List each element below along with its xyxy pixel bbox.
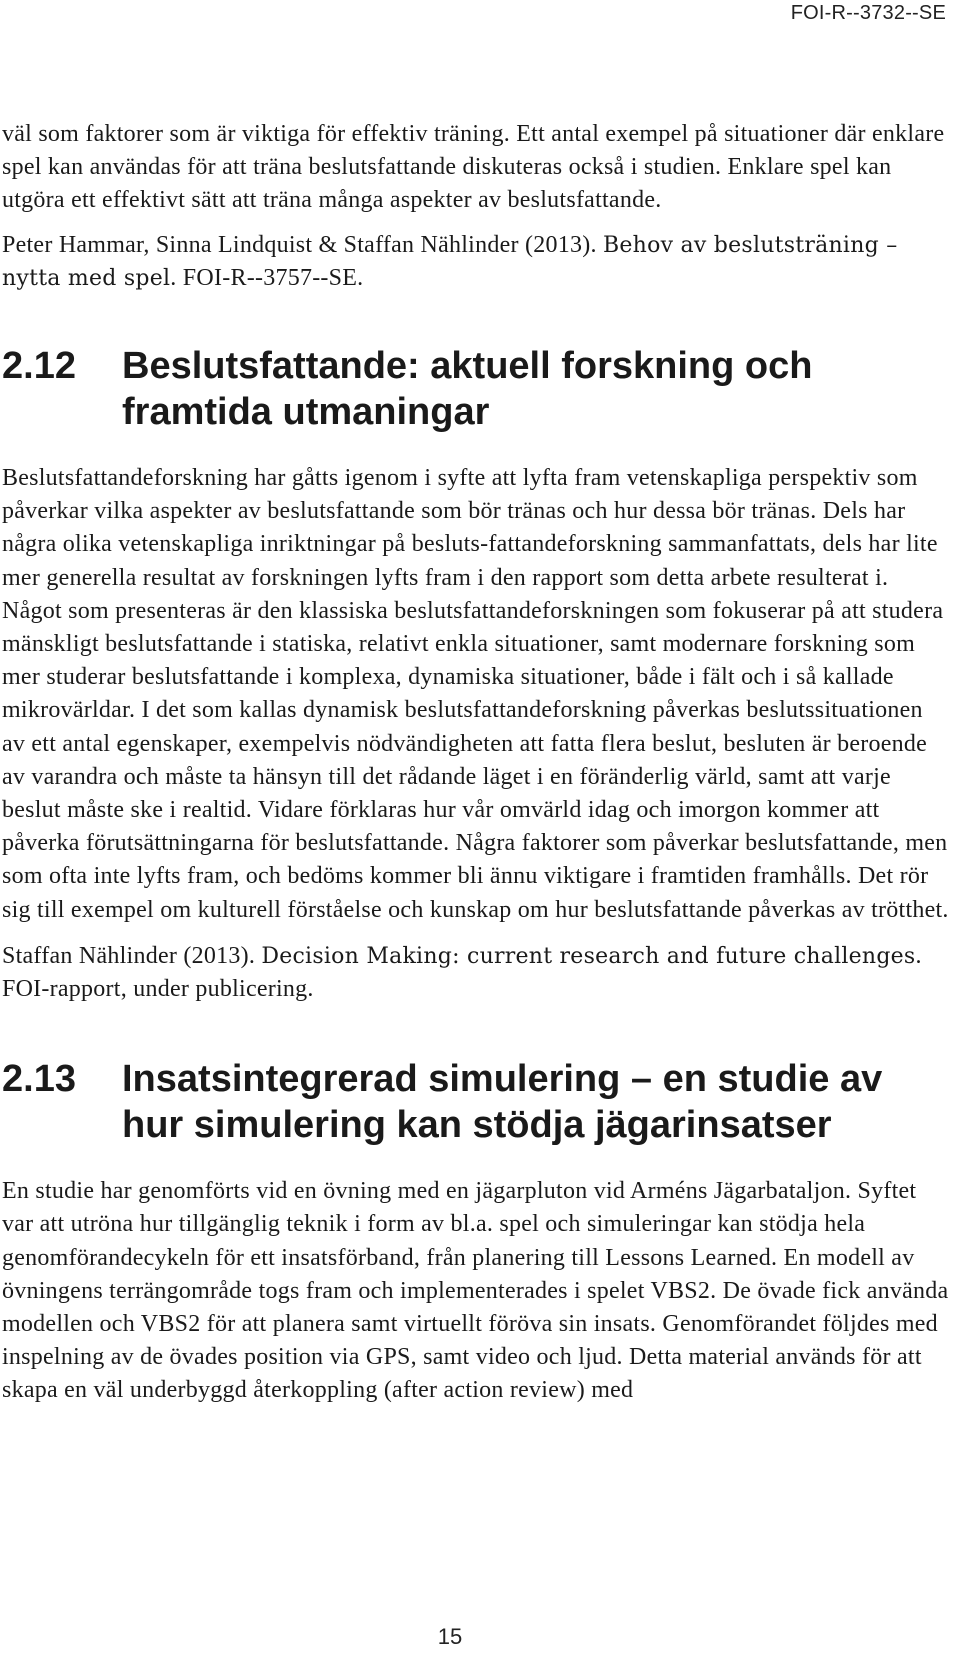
reference-suffix: . FOI-R--3757--SE. <box>170 264 364 291</box>
section-title: Beslutsfattande: aktuell forskning och framtida utmaningar <box>122 345 813 434</box>
report-number-header: FOI-R--3732--SE <box>790 2 946 24</box>
reference-hammar-2013 <box>2 229 952 295</box>
reference-title: Decision Making: current research and future challenges <box>261 943 916 969</box>
section-number: 2.12 <box>2 345 76 388</box>
reference-title: Behov av beslutsträning – nytta med spel <box>2 232 898 291</box>
page-number: 15 <box>437 1624 463 1649</box>
reference-suffix: . FOI-rapport, under publicering. <box>2 942 922 1003</box>
section-number: 2.13 <box>2 1058 76 1101</box>
intro-paragraph: väl som faktorer som är viktiga för effektiv träning. Ett antal exempel på situationer där enklare spel kan användas för att träna beslutsfattande diskuteras också i studien. Enklare spel kan utgöra ett effektivt sätt att träna många aspekter av beslutsfattande. <box>2 121 945 214</box>
section-heading-2-13 <box>2 1056 952 1148</box>
reference-nahlinder-2013 <box>2 940 952 1006</box>
section-2-12-body: Beslutsfattandeforskning har gåtts igenom i syfte att lyfta fram vetenskapliga perspektiv som påverkar vilka aspekter av beslutsfattande som bör tränas och hur dessa bör tränas. Dels har några olika vetenskapliga inriktningar på besluts-fattandeforskning sammanfattats, dels har lite mer generella resultat av forskningen lyfts fram i den rapport som detta arbete resulterat i. Något som presenteras är den klassiska beslutsfattandeforskningen som fokuserar på att studera mänskligt beslutsfattande i statiska, relativt enkla situationer, samt modernare forskning som mer studerar beslutsfattande i komplexa, dynamiska situationer, både i fält och i så kallade mikrovärldar. I det som kallas dynamisk beslutsfattandeforskning påverkas beslutssituationen av ett antal egenskaper, exempelvis nödvändigheten att fatta flera beslut, besluten är beroende av varandra och måste ta hänsyn till det rådande läget i en föränderlig värld, samt att varje beslut måste ske i realtid. Vidare förklaras hur vår omvärld idag och imorgon kommer att påverka förutsättningarna för beslutsfattande. Några faktorer som påverkar beslutsfattande, men som ofta inte lyfts fram, och bedöms kommer bli ännu viktigare i framtiden framhålls. Det rör sig till exempel om kulturell förståelse och kunskap om hur beslutsfattande påverkas av trötthet. <box>2 465 949 923</box>
reference-authors: Staffan Nählinder (2013). <box>2 942 262 969</box>
reference-authors: Peter Hammar, Sinna Lindquist & Staffan Nählinder (2013). <box>2 231 603 258</box>
section-title: Insatsintegrerad simulering – en studie av hur simulering kan stödja jägarinsatser <box>122 1058 883 1147</box>
section-2-13-body: En studie har genomförts vid en övning med en jägarpluton vid Arméns Jägarbataljon. Syftet var att utröna hur tillgänglig teknik i form av bl.a. spel och simuleringar kan stödja hela genomförandecykeln för ett insatsförband, från planering till Lessons Learned. En modell av övningens terrängområde togs fram och implementerades i spelet VBS2. De övade fick använda modellen och VBS2 för att planera samt virtuellt föröva sin insats. Genomförandet följdes med inspelning av de övades position via GPS, samt video och ljud. Detta material används för att skapa en väl underbyggd återkoppling (after action review) med <box>2 1178 949 1404</box>
section-heading-2-12 <box>2 343 952 435</box>
page-content <box>2 118 952 1408</box>
